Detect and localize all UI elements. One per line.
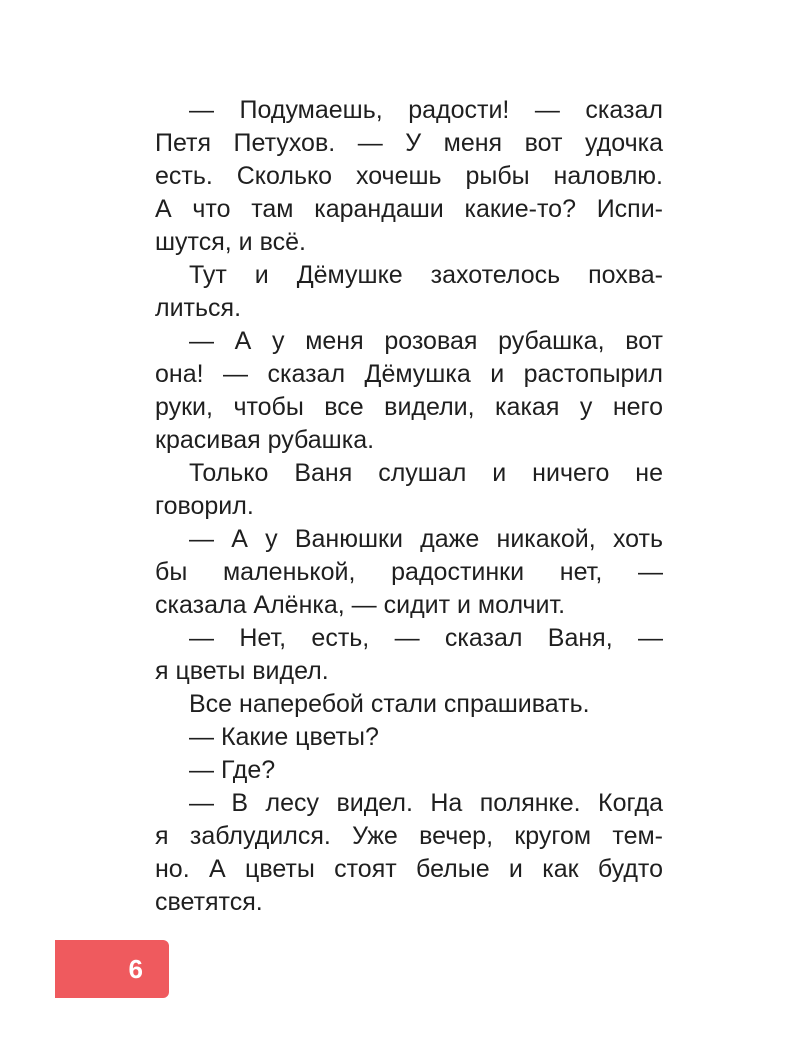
text-line: бы маленькой, радостинки нет, — <box>155 558 663 586</box>
text-line: я цветы видел. <box>155 657 329 685</box>
text-line: Все наперебой стали спрашивать. <box>189 690 590 718</box>
text-line: Только Ваня слушал и ничего не <box>189 459 663 487</box>
page-number: 6 <box>128 954 143 984</box>
text-line: А что там карандаши какие-то? Испи- <box>155 195 663 223</box>
text-line: светятся. <box>155 888 263 916</box>
text-line: литься. <box>155 294 242 322</box>
text-line: — А у меня розовая рубашка, вот <box>189 327 663 355</box>
text-line: говорил. <box>155 492 254 520</box>
text-line: — Какие цветы? <box>189 723 379 751</box>
text-line: — В лесу видел. На полянке. Когда <box>189 789 663 817</box>
text-line: но. А цветы стоят белые и как будто <box>155 855 663 883</box>
text-line: Тут и Дёмушке захотелось похва- <box>189 261 663 289</box>
story-text <box>155 94 663 919</box>
text-line: — Где? <box>189 756 276 784</box>
text-line: — А у Ванюшки даже никакой, хоть <box>189 525 663 553</box>
page-number-badge <box>55 940 169 998</box>
text-line: она! — сказал Дёмушка и растопырил <box>155 360 663 388</box>
text-line: Петя Петухов. — У меня вот удочка <box>155 129 663 157</box>
text-line: сказала Алёнка, — сидит и молчит. <box>155 591 566 619</box>
text-line: — Нет, есть, — сказал Ваня, — <box>189 624 663 652</box>
text-line: — Подумаешь, радости! — сказал <box>189 96 663 124</box>
text-line: руки, чтобы все видели, какая у него <box>155 393 663 421</box>
text-line: шутся, и всё. <box>155 228 306 256</box>
text-line: есть. Сколько хочешь рыбы наловлю. <box>155 162 663 190</box>
text-line: я заблудился. Уже вечер, кругом тем- <box>155 822 663 850</box>
text-line: красивая рубашка. <box>155 426 375 454</box>
